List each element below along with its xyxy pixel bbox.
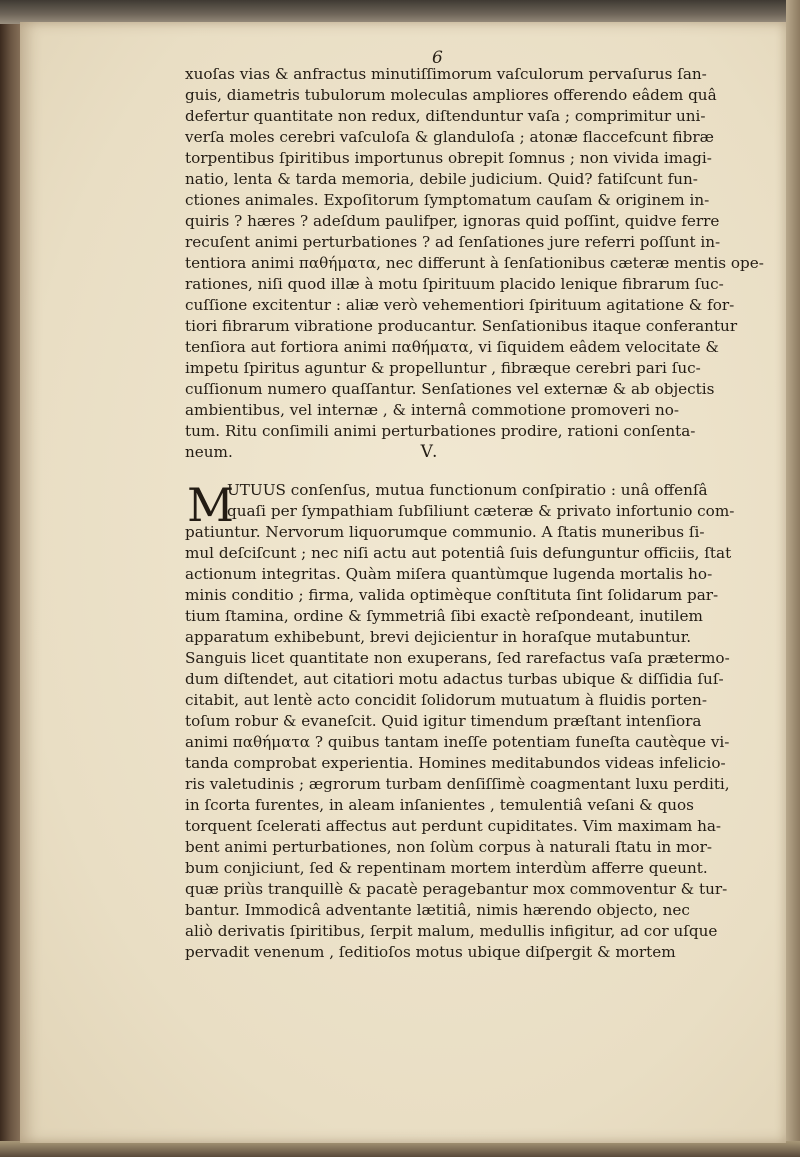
book-binding	[0, 0, 22, 1157]
text-line: neum.	[185, 443, 233, 461]
text-line: tum. Ritu conſimili animi perturbationes prodire, rationi conſenta-	[185, 422, 696, 440]
text-line: torquent ſcelerati affectus aut perdunt cupiditates. Vim maximam ha-	[185, 817, 722, 835]
paragraph-2	[185, 480, 735, 963]
text-line: impetu ſpiritus aguntur & propelluntur , fibræque cerebri pari ſuc-	[185, 359, 701, 377]
text-line: tium ſtamina, ordine & ſymmetriâ ſibi exactè reſpondeant, inutilem	[185, 607, 703, 625]
text-line: ambientibus, vel internæ , & internâ commotione promoveri no-	[185, 401, 680, 419]
text-line: tiori fibrarum vibratione producantur. Senſationibus itaque conferantur	[185, 317, 738, 335]
text-line: UTUUS conſenſus, mutua functionum conſpiratio : unâ offenſâ	[227, 481, 708, 499]
text-line: guis, diametris tubulorum moleculas ampliores offerendo eâdem quâ	[185, 86, 717, 104]
right-page-edge	[786, 0, 800, 1157]
text-line: animi παθήματα ? quibus tantam ineſſe potentiam funeſta cautèque vi-	[185, 733, 730, 751]
text-line: bum conjiciunt, ſed & repentinam mortem interdùm afferre queunt.	[185, 859, 708, 877]
text-line: in ſcorta furentes, in aleam inſanientes , temulentiâ veſani & quos	[185, 796, 694, 814]
text-line: xuoſas vias & anfractus minutiſſimorum vaſculorum pervaſurus ſan-	[185, 65, 707, 83]
text-line: citabit, aut lentè acto concidit ſolidorum mutuatum à fluidis porten-	[185, 691, 707, 709]
paragraph-1	[185, 64, 764, 463]
text-line: natio, lenta & tarda memoria, debile judicium. Quid? fatiſcunt fun-	[185, 170, 698, 188]
bottom-page-edge	[0, 1141, 800, 1157]
text-line: mul deſciſcunt ; nec niſi actu aut potentiâ ſuis defunguntur officiis, ſtat	[185, 544, 732, 562]
text-line: torpentibus ſpiritibus importunus obrepit ſomnus ; non vivida imagi-	[185, 149, 712, 167]
text-line: verſa moles cerebri vaſculoſa & glanduloſa ; atonæ flaccefcunt fibræ	[185, 128, 714, 146]
text-line: dum diſtendet, aut citatiori motu adactus turbas ubique & diſſidia ſuſ-	[185, 670, 724, 688]
text-line: ris valetudinis ; ægrorum turbam denſiſſimè coagmentant luxu perditi,	[185, 775, 730, 793]
drop-cap: M	[187, 478, 235, 532]
text-line: recuſent animi perturbationes ? ad ſenſationes jure referri poſſunt in-	[185, 233, 721, 251]
text-line: apparatum exhibebunt, brevi dejicientur in horaſque mutabuntur.	[185, 628, 692, 646]
text-line: tenſiora aut fortiora animi παθήματα, vi ſiquidem eâdem velocitate &	[185, 338, 719, 356]
text-line: minis conditio ; firma, valida optimèque conſtituta ſint ſolidarum par-	[185, 586, 719, 604]
section-heading: V.	[420, 442, 440, 462]
text-line: ctiones animales. Expoſitorum ſymptomatum cauſam & originem in-	[185, 191, 710, 209]
text-line: patiuntur. Nervorum liquorumque communio. A ſtatis muneribus ſi-	[185, 523, 705, 541]
text-line: bent animi perturbationes, non ſolùm corpus à naturali ſtatu in mor-	[185, 838, 712, 856]
top-page-edge	[0, 0, 800, 24]
text-line: tentiora animi παθήματα, nec differunt à ſenſationibus cæteræ mentis ope-	[185, 254, 764, 272]
text-line: tanda comprobat experientia. Homines meditabundos videas infelicio-	[185, 754, 726, 772]
text-line: cuſſionum numero quaſſantur. Senſationes vel externæ & ab objectis	[185, 380, 715, 398]
text-line: quæ priùs tranquillè & pacatè peragebantur mox commoventur & tur-	[185, 880, 728, 898]
text-line: quiris ? hæres ? adeſdum paulifper, ignoras quid poſſint, quidve ferre	[185, 212, 720, 230]
text-line: cuſſione excitentur : aliæ verò vehementiori ſpirituum agitatione & for-	[185, 296, 735, 314]
text-line: pervadit venenum , ſeditioſos motus ubique diſpergit & mortem	[185, 943, 676, 961]
text-line: aliò derivatis ſpiritibus, ſerpit malum, medullis infigitur, ad cor uſque	[185, 922, 718, 940]
text-line: toſum robur & evaneſcit. Quid igitur timendum præſtant intenſiora	[185, 712, 702, 730]
text-line: defertur quantitate non redux, diſtenduntur vaſa ; comprimitur uni-	[185, 107, 706, 125]
page-number: 6	[432, 48, 443, 68]
text-line: Sanguis licet quantitate non exuperans, ſed rarefactus vaſa prætermo-	[185, 649, 730, 667]
text-line: quaſi per ſympathiam ſubſiliunt cæteræ & privato infortunio com-	[227, 502, 735, 520]
text-line: actionum integritas. Quàm miſera quantùmque lugenda mortalis ho-	[185, 565, 713, 583]
text-line: bantur. Immodicâ adventante lætitiâ, nimis hærendo objecto, nec	[185, 901, 690, 919]
text-line: rationes, niſi quod illæ à motu ſpirituum placido lenique fibrarum ſuc-	[185, 275, 724, 293]
